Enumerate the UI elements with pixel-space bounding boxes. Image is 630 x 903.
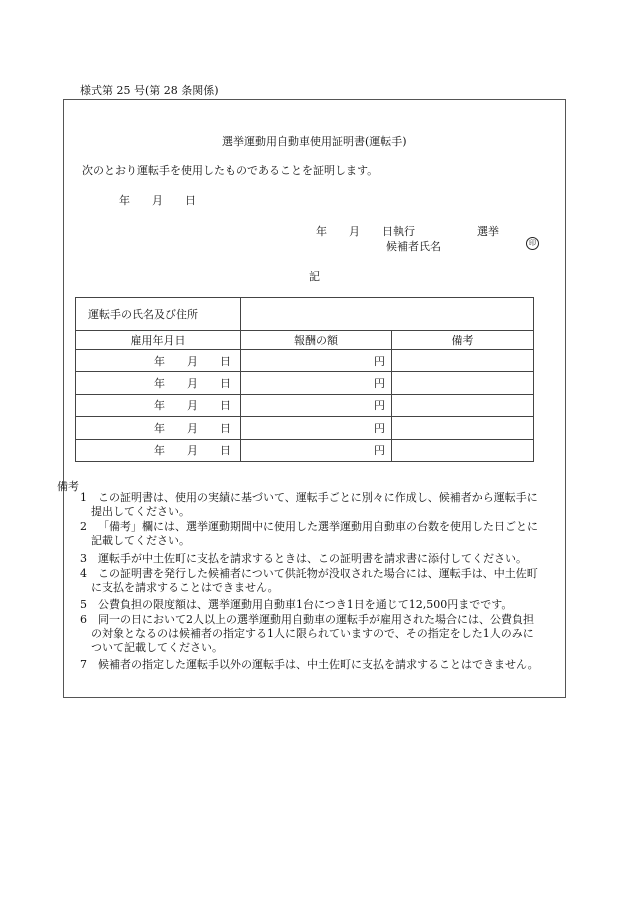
remuneration-cell: 円 xyxy=(241,394,392,416)
year-label: 年 xyxy=(119,194,130,207)
table-row xyxy=(76,417,534,439)
form-number-label: 様式第 25 号(第 28 条関係) xyxy=(80,84,219,97)
remuneration-cell: 円 xyxy=(241,372,392,394)
note-item: 2 「備考」欄には、選挙運動期間中に使用した選挙運動用自動車の台数を使用した日ごとに 記載してください。 xyxy=(80,520,538,547)
table-row xyxy=(76,298,534,331)
driver-name-address-field xyxy=(241,298,534,331)
table-row xyxy=(76,439,534,461)
employment-date-cell: 年 月 日 xyxy=(76,372,241,394)
table-row xyxy=(76,372,534,394)
table-row xyxy=(76,394,534,416)
election-date-line xyxy=(316,223,499,239)
remarks-cell xyxy=(392,372,534,394)
note-item: 1 この証明書は、使用の実績に基づいて、運転手ごとに別々に作成し、候補者から運転手に 提出してください。 xyxy=(80,491,538,518)
note-item: 5 公費負担の限度額は、選挙運動用自動車1台につき1日を通じて12,500円までです。 xyxy=(80,598,513,611)
remarks-cell xyxy=(392,394,534,416)
remuneration-cell: 円 xyxy=(241,439,392,461)
employment-date-cell: 年 月 日 xyxy=(76,439,241,461)
remuneration-cell: 円 xyxy=(241,417,392,439)
column-header-remarks: 備考 xyxy=(392,330,534,349)
ki-heading: 記 xyxy=(309,270,320,283)
candidate-name-label: 候補者氏名 xyxy=(386,240,441,253)
driver-name-address-label: 運転手の氏名及び住所 xyxy=(76,298,241,331)
certification-date xyxy=(119,192,196,208)
column-header-employment-date: 雇用年月日 xyxy=(76,330,241,349)
day-exec-label: 日執行 xyxy=(382,225,415,238)
election-label: 選挙 xyxy=(477,225,499,238)
notes-heading: 備考 xyxy=(57,480,79,493)
intro-text: 次のとおり運転手を使用したものであることを証明します。 xyxy=(82,164,379,177)
employment-date-cell: 年 月 日 xyxy=(76,394,241,416)
month-label: 月 xyxy=(349,225,360,238)
month-label: 月 xyxy=(152,194,163,207)
certificate-table xyxy=(75,297,534,462)
remarks-cell xyxy=(392,439,534,461)
employment-date-cell: 年 月 日 xyxy=(76,349,241,371)
remarks-cell xyxy=(392,349,534,371)
remuneration-cell: 円 xyxy=(241,349,392,371)
note-item: 3 運転手が中土佐町に支払を請求するときは、この証明書を請求書に添付してください。 xyxy=(80,552,527,565)
table-header-row xyxy=(76,330,534,349)
day-label: 日 xyxy=(185,194,196,207)
note-item: 4 この証明書を発行した候補者について供託物が没収された場合には、運転手は、中土佐町 に支払を請求することはできません。 xyxy=(80,567,538,594)
document-title: 選挙運動用自動車使用証明書(運転手) xyxy=(222,135,407,148)
column-header-remuneration: 報酬の額 xyxy=(241,330,392,349)
remarks-cell xyxy=(392,417,534,439)
seal-mark: 印 xyxy=(526,237,539,250)
year-label: 年 xyxy=(316,225,327,238)
note-item: 7 候補者の指定した運転手以外の運転手は、中土佐町に支払を請求することはできません。 xyxy=(80,658,539,671)
note-item: 6 同一の日において2人以上の選挙運動用自動車の運転手が雇用された場合には、公費負担 の対象となるのは候補者の指定する1人に限られていますので、その指定をした1人のみに ついて記載してください。 xyxy=(80,613,534,654)
table-row xyxy=(76,349,534,371)
employment-date-cell: 年 月 日 xyxy=(76,417,241,439)
